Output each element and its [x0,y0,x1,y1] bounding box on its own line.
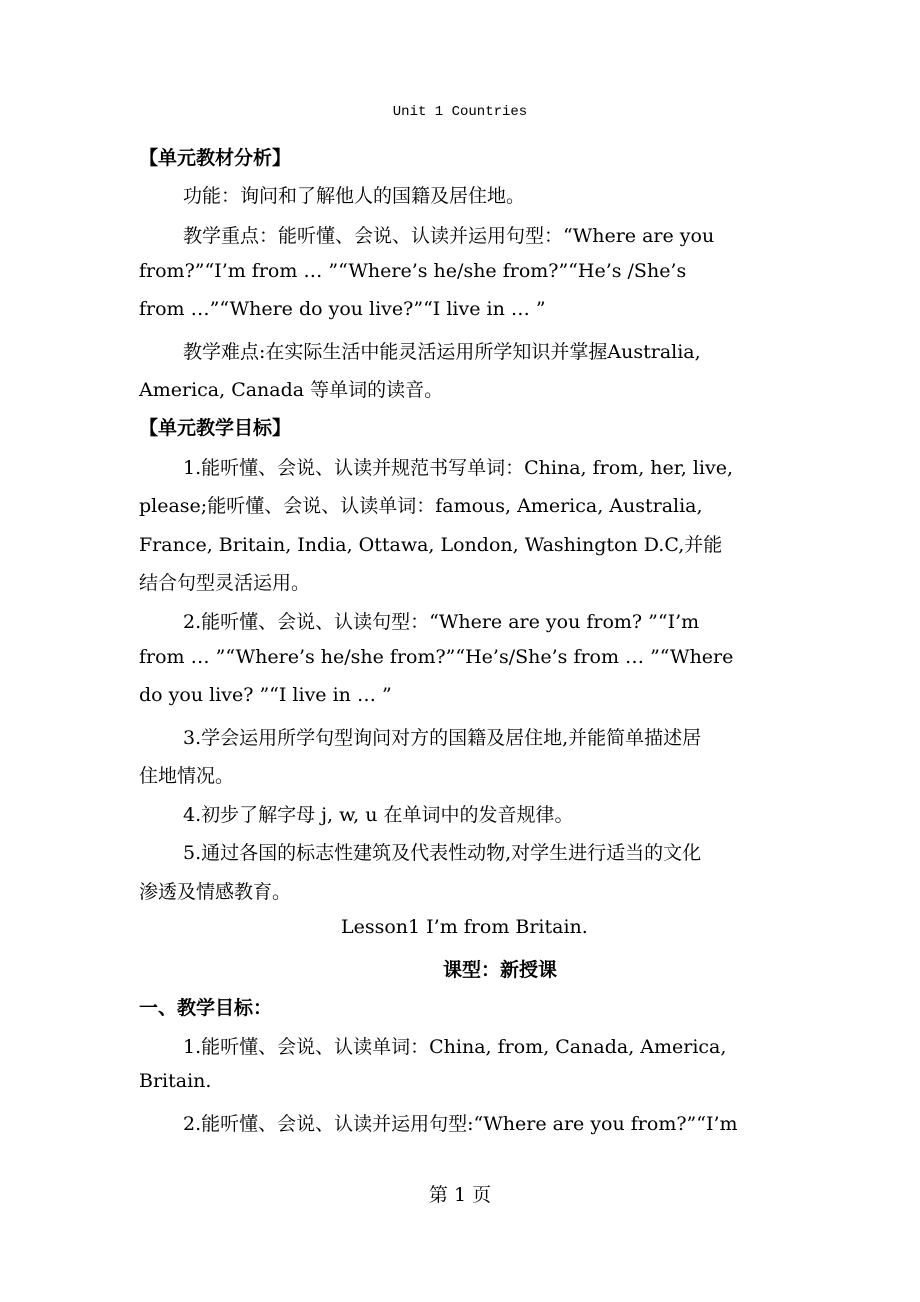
goal5-line-1: 5.通过各国的标志性建筑及代表性动物,对学生进行适当的文化 [183,842,702,864]
key-points-line-2: from?”“I’m from … ”“Where’s he/she from?”“He’s /She’s [139,260,687,282]
goal2-line-3: do you live? ”“I live in … ” [139,684,392,706]
goal3-line-2: 住地情况。 [139,765,235,787]
function-line: 功能：询问和了解他人的国籍及居住地。 [183,185,526,207]
key-points-line-3: from …”“Where do you live?”“I live in … ” [139,298,546,320]
goal4-line: 4.初步了解字母 j, w, u 在单词中的发音规律。 [183,804,574,826]
page-number: 第 1 页 [428,1184,492,1206]
difficulty-line-2: America, Canada 等单词的读音。 [139,379,444,401]
goal1-line-1: 1.能听懂、会说、认读并规范书写单词：China, from, her, live, [183,457,733,479]
doc-title: Unit 1 Countries [392,104,528,120]
goal1-line-3: France, Britain, India, Ottawa, London, Washington D.C,并能 [139,534,723,556]
goal1-line-4: 结合句型灵活运用。 [139,572,311,594]
goal1-line-2: please;能听懂、会说、认读单词：famous, America, Australia, [139,495,703,517]
section-heading-unit-goals: 【单元教学目标】 [139,417,292,439]
goal2-line-1: 2.能听懂、会说、认读句型：“Where are you from? ”“I’m [183,611,700,633]
difficulty-line-1: 教学难点:在实际生活中能灵活运用所学知识并掌握Australia, [183,341,701,363]
lesson-type: 课型：新授课 [443,959,558,981]
goal5-line-2: 渗透及情感教育。 [139,881,292,903]
goal2-line-2: from … ”“Where’s he/she from?”“He’s/She’s from … ”“Where [139,646,734,668]
teaching-goal1-line-2: Britain. [139,1070,212,1092]
goal3-line-1: 3.学会运用所学句型询问对方的国籍及居住地,并能简单描述居 [183,727,702,749]
key-points-line-1: 教学重点：能听懂、会说、认读并运用句型：“Where are you [183,225,715,247]
section-heading-teaching-goals: 一、教学目标： [139,997,273,1019]
lesson-title: Lesson1 I’m from Britain. [341,916,588,938]
teaching-goal2-line-1: 2.能听懂、会说、认读并运用句型:“Where are you from?”“I’m [183,1113,738,1135]
section-heading-unit-analysis: 【单元教材分析】 [139,147,292,169]
teaching-goal1-line-1: 1.能听懂、会说、认读单词：China, from, Canada, America, [183,1036,727,1058]
